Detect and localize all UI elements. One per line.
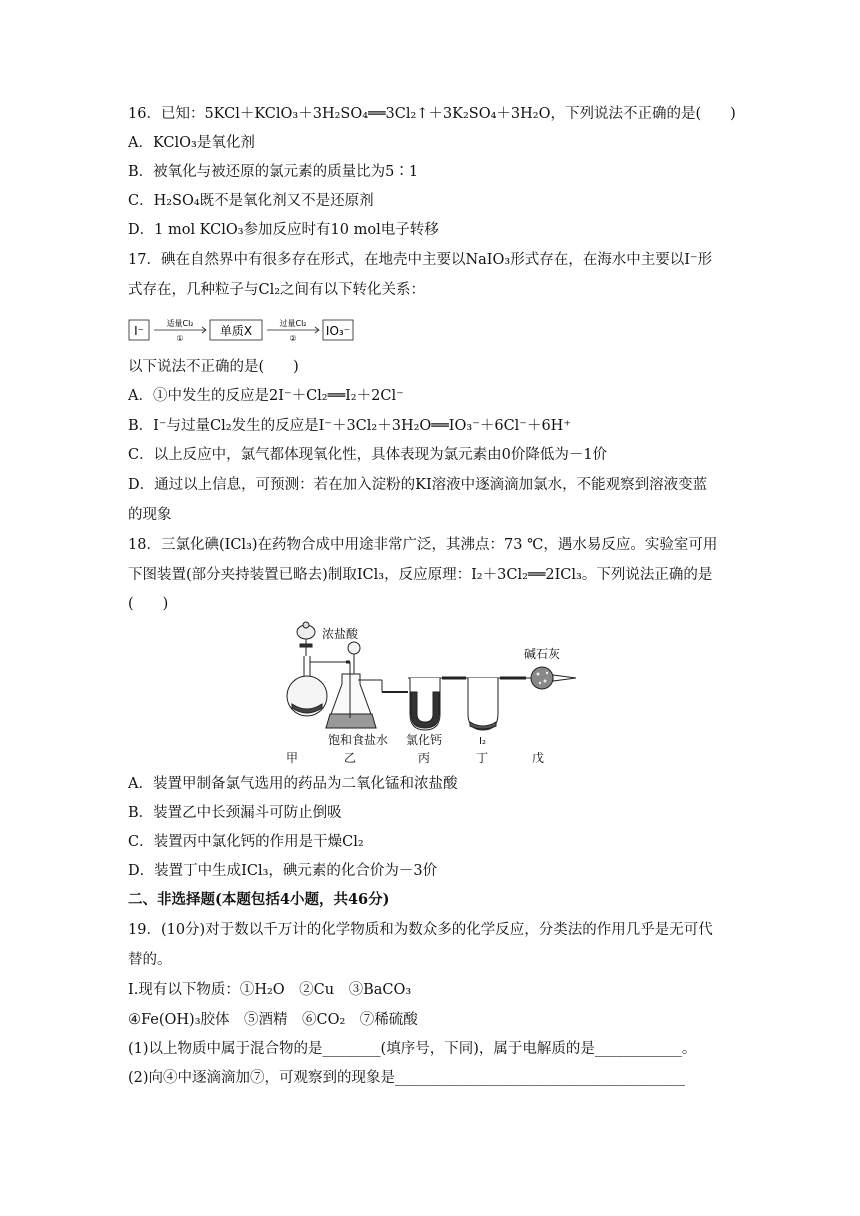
- flow-arrow2-label: 过量Cl₂: [279, 319, 307, 328]
- q18-stem-line1: 18．三氯化碘(ICl₃)在药物合成中用途非常广泛，其沸点：73 ℃，遇水易反应。实验室可用: [128, 537, 718, 553]
- apparatus-wu: [526, 667, 576, 689]
- flow-box-iodide: I⁻: [134, 324, 144, 338]
- label-soda-lime: 碱石灰: [524, 647, 561, 661]
- q16-option-c: C．H₂SO₄既不是氧化剂又不是还原剂: [128, 193, 374, 209]
- q17-option-c: C．以上反应中，氯气都体现氧化性，具体表现为氯元素由0价降低为－1价: [128, 447, 608, 463]
- flow-arrow1-number: ①: [176, 334, 184, 343]
- label-calcium-chloride: 氯化钙: [406, 733, 443, 747]
- q17-option-d-line2: 的现象: [128, 507, 172, 523]
- flow-arrow1-label: 适量Cl₂: [166, 319, 194, 328]
- q16-option-a: A．KClO₃是氧化剂: [128, 135, 255, 151]
- flow-box-iodate: IO₃⁻: [325, 324, 351, 338]
- apparatus-yi: [326, 642, 408, 728]
- q18-option-c: C．装置丙中氯化钙的作用是干燥Cl₂: [128, 834, 364, 850]
- q17-prompt: 以下说法不正确的是( ): [128, 359, 299, 375]
- q19-subquestion-2: (2)向④中逐滴滴加⑦，可观察到的现象是________________________________________: [128, 1070, 686, 1086]
- label-jia: 甲: [286, 751, 299, 765]
- label-bing: 丙: [418, 751, 431, 765]
- q18-option-b: B．装置乙中长颈漏斗可防止倒吸: [128, 805, 342, 821]
- q19-substance-list-1: Ⅰ.现有以下物质：①H₂O ②Cu ③BaCO₃: [128, 982, 412, 998]
- q18-stem-line2: 下图装置(部分夹持装置已略去)制取ICl₃，反应原理：I₂＋3Cl₂══2ICl₃。下列说法正确的是: [128, 567, 713, 583]
- q19-substance-list-2: ④Fe(OH)₃胶体 ⑤酒精 ⑥CO₂ ⑦稀硫酸: [128, 1012, 418, 1028]
- label-wu: 戊: [532, 751, 545, 765]
- apparatus-bing: [408, 678, 466, 730]
- label-yi: 乙: [344, 751, 357, 765]
- q17-option-d-line1: D．通过以上信息，可预测：若在加入淀粉的KI溶液中逐滴滴加氯水，不能观察到溶液变蓝: [128, 477, 708, 493]
- flow-arrow2-number: ②: [289, 334, 297, 343]
- q17-conversion-flow: [128, 316, 368, 346]
- q18-apparatus-diagram: [270, 618, 590, 768]
- q17-stem-line1: 17．碘在自然界中有很多存在形式，在地壳中主要以NaIO₃形式存在，在海水中主要以I⁻形: [128, 252, 713, 268]
- flow-box-element-x: 单质X: [219, 324, 253, 338]
- q16-option-d: D．1 mol KClO₃参加反应时有10 mol电子转移: [128, 222, 439, 238]
- label-iodine: I₂: [479, 736, 486, 747]
- q19-stem-line1: 19．(10分)对于数以千万计的化学物质和为数众多的化学反应，分类法的作用几乎是无可代: [128, 922, 713, 938]
- q17-option-b: B．I⁻与过量Cl₂发生的反应是I⁻＋3Cl₂＋3H₂O══IO₃⁻＋6Cl⁻＋6H⁺: [128, 418, 571, 434]
- q18-stem-line3: ( ): [128, 596, 169, 612]
- label-ding: 丁: [476, 751, 489, 765]
- q18-option-d: D．装置丁中生成ICl₃，碘元素的化合价为－3价: [128, 863, 438, 879]
- q17-option-a: A．①中发生的反应是2I⁻＋Cl₂══I₂＋2Cl⁻: [128, 388, 404, 404]
- label-conc-hcl: 浓盐酸: [322, 627, 359, 641]
- q16-option-b: B．被氧化与被还原的氯元素的质量比为5∶1: [128, 164, 419, 180]
- section-heading-nonchoice: 二、非选择题(本题包括4小题，共46分): [128, 891, 390, 908]
- apparatus-ding: [466, 678, 526, 730]
- q16-stem: 16．已知：5KCl＋KClO₃＋3H₂SO₄══3Cl₂↑＋3K₂SO₄＋3H₂O，下列说法不正确的是( ): [128, 106, 736, 122]
- label-saturated-brine: 饱和食盐水: [328, 733, 389, 747]
- q19-subquestion-1: (1)以上物质中属于混合物的是________(填序号，下同)，属于电解质的是____________。: [128, 1041, 697, 1057]
- q18-option-a: A．装置甲制备氯气选用的药品为二氧化锰和浓盐酸: [128, 776, 458, 792]
- q19-stem-line2: 替的。: [128, 952, 172, 968]
- q17-stem-line2: 式存在，几种粒子与Cl₂之间有以下转化关系：: [128, 282, 426, 298]
